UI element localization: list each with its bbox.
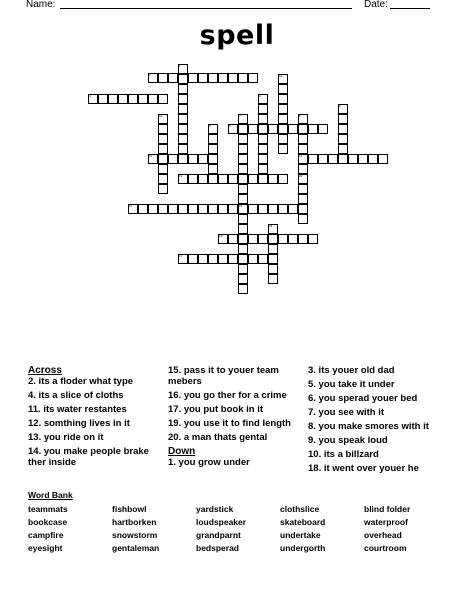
crossword-cell[interactable]: [178, 204, 188, 214]
crossword-cell[interactable]: [188, 73, 198, 83]
crossword-cell[interactable]: [228, 174, 238, 184]
crossword-cell[interactable]: [238, 234, 248, 244]
crossword-cell[interactable]: [268, 274, 278, 284]
crossword-cell[interactable]: [218, 73, 228, 83]
crossword-cell[interactable]: [228, 234, 238, 244]
crossword-cell[interactable]: [308, 234, 318, 244]
crossword-cell[interactable]: [238, 164, 248, 174]
crossword-cell[interactable]: [238, 144, 248, 154]
down-clue: 5. you take it under: [308, 379, 395, 390]
cell-number: 14: [129, 204, 133, 208]
crossword-cell[interactable]: [148, 204, 158, 214]
across-clue: 20. a man thats gental: [168, 432, 268, 443]
crossword-cell[interactable]: [238, 134, 248, 144]
crossword-cell[interactable]: [158, 204, 168, 214]
crossword-cell[interactable]: [298, 144, 308, 154]
down-clue: 1. you grow under: [168, 457, 250, 468]
crossword-cell[interactable]: [238, 264, 248, 274]
crossword-cell[interactable]: [368, 154, 378, 164]
word-bank-item: snowstorm: [112, 530, 158, 540]
crossword-cell[interactable]: [208, 254, 218, 264]
crossword-cell[interactable]: [278, 134, 288, 144]
crossword-cell[interactable]: [198, 204, 208, 214]
crossword-cell[interactable]: [238, 214, 248, 224]
crossword-cell[interactable]: [308, 154, 318, 164]
crossword-cell[interactable]: [158, 73, 168, 83]
crossword-cell[interactable]: [178, 114, 188, 124]
clues-column-2: [168, 365, 300, 471]
crossword-cell[interactable]: [258, 144, 268, 154]
crossword-cell[interactable]: [208, 174, 218, 184]
cell-number: 17: [179, 254, 183, 258]
word-bank-item: fishbowl: [112, 504, 147, 514]
crossword-cell[interactable]: [238, 184, 248, 194]
crossword-cell[interactable]: [278, 114, 288, 124]
crossword-cell[interactable]: [238, 73, 248, 83]
crossword-cell[interactable]: [268, 124, 278, 134]
across-clue: 11. its water restantes: [28, 404, 127, 415]
crossword-cell[interactable]: [288, 204, 298, 214]
down-clue: 8. you make smores with it: [308, 421, 429, 432]
crossword-cell[interactable]: [168, 154, 178, 164]
crossword-cell[interactable]: [138, 94, 148, 104]
cell-number: 19: [279, 74, 283, 78]
crossword-cell[interactable]: [358, 154, 368, 164]
crossword-cell[interactable]: [238, 154, 248, 164]
word-bank-item: eyesight: [28, 543, 63, 553]
crossword-cell[interactable]: [178, 154, 188, 164]
word-bank-item: campfire: [28, 530, 64, 540]
across-clue: 12. somthing lives in it: [28, 418, 130, 429]
down-clue: 9. you speak loud: [308, 435, 388, 446]
crossword-cell[interactable]: [278, 124, 288, 134]
cell-number: 3: [259, 94, 261, 98]
cell-number: 11: [149, 154, 153, 158]
word-bank-item: skateboard: [280, 517, 326, 527]
crossword-cell[interactable]: [158, 94, 168, 104]
crossword-cell[interactable]: [258, 204, 268, 214]
crossword-cell[interactable]: [238, 174, 248, 184]
crossword-cell[interactable]: [218, 204, 228, 214]
crossword-cell[interactable]: [208, 144, 218, 154]
down-clue: 10. its a billzard: [308, 449, 379, 460]
cell-number: 16: [219, 234, 223, 238]
crossword-cell[interactable]: [168, 73, 178, 83]
crossword-cell[interactable]: [258, 254, 268, 264]
across-clue: 14. you make people brake ther inside: [28, 446, 149, 468]
down-heading: Down: [168, 446, 196, 457]
crossword-cell[interactable]: [258, 114, 268, 124]
crossword-cell[interactable]: [348, 154, 358, 164]
cell-number: 12: [299, 154, 303, 158]
crossword-cell[interactable]: [158, 134, 168, 144]
crossword-cell[interactable]: [158, 144, 168, 154]
crossword-cell[interactable]: [338, 124, 348, 134]
cell-number: 4: [89, 94, 91, 98]
crossword-cell[interactable]: [258, 164, 268, 174]
across-clue: 19. you use it to find length: [168, 418, 291, 429]
cell-number: 2: [149, 73, 151, 77]
cell-number: 1: [179, 64, 181, 68]
crossword-cell[interactable]: [188, 254, 198, 264]
crossword-cell[interactable]: [168, 204, 178, 214]
crossword-cell[interactable]: [98, 94, 108, 104]
crossword-cell[interactable]: [238, 254, 248, 264]
crossword-cell[interactable]: [278, 234, 288, 244]
crossword-cell[interactable]: [178, 144, 188, 154]
crossword-cell[interactable]: [298, 204, 308, 214]
crossword-cell[interactable]: [188, 204, 198, 214]
crossword-cell[interactable]: [228, 73, 238, 83]
crossword-cell[interactable]: [178, 134, 188, 144]
crossword-cell[interactable]: [148, 94, 158, 104]
across-heading: Across: [28, 365, 62, 376]
cell-number: 18: [269, 224, 273, 228]
word-bank-item: undertake: [280, 530, 321, 540]
across-clue: 2. its a floder what type: [28, 376, 134, 387]
crossword-cell[interactable]: [178, 124, 188, 134]
crossword-cell[interactable]: [278, 104, 288, 114]
crossword-cell[interactable]: [118, 94, 128, 104]
crossword-cell[interactable]: [278, 94, 288, 104]
crossword-cell[interactable]: [248, 124, 258, 134]
word-bank-item: grandparnt: [196, 530, 241, 540]
cell-number: 5: [209, 124, 211, 128]
word-bank-item: hartborken: [112, 517, 157, 527]
crossword-cell[interactable]: [238, 124, 248, 134]
across-clue: 17. you put book in it: [168, 404, 263, 415]
word-bank-item: teammats: [28, 504, 68, 514]
word-bank-item: yardstick: [196, 504, 234, 514]
crossword-cell[interactable]: [178, 104, 188, 114]
across-clue: 4. its a slice of cloths: [28, 390, 124, 401]
crossword-cell[interactable]: [338, 154, 348, 164]
page-title: spell: [199, 20, 275, 51]
crossword-cell[interactable]: [238, 244, 248, 254]
word-bank-item: gentaleman: [112, 543, 160, 553]
down-clue: 18. it went over youer he: [308, 463, 419, 474]
crossword-cell[interactable]: [338, 114, 348, 124]
name-label: Name:: [26, 0, 56, 10]
word-bank-item: loudspeaker: [196, 517, 247, 527]
crossword-cell[interactable]: [298, 134, 308, 144]
crossword-cell[interactable]: [238, 284, 248, 294]
word-bank-item: bookcase: [28, 517, 68, 527]
crossword-cell[interactable]: [198, 154, 208, 164]
word-bank-item: courtroom: [364, 543, 407, 553]
crossword-cell[interactable]: [268, 244, 278, 254]
crossword-cell[interactable]: [208, 204, 218, 214]
crossword-cell[interactable]: [178, 84, 188, 94]
down-clue: 3. its youer old dad: [308, 365, 395, 376]
crossword-cell[interactable]: [258, 174, 268, 184]
clues-column-3: [308, 365, 442, 477]
crossword-cell[interactable]: [198, 254, 208, 264]
cell-number: 9: [339, 104, 341, 108]
crossword-cell[interactable]: [258, 234, 268, 244]
crossword-cell[interactable]: [198, 174, 208, 184]
across-clue: 13. you ride on it: [28, 432, 104, 443]
crossword-cell[interactable]: [138, 204, 148, 214]
crossword-cell[interactable]: [238, 274, 248, 284]
crossword-cell[interactable]: [208, 154, 218, 164]
crossword-cell[interactable]: [158, 124, 168, 134]
crossword-cell[interactable]: [278, 174, 288, 184]
crossword-cell[interactable]: [268, 174, 278, 184]
crossword-cell[interactable]: [338, 144, 348, 154]
crossword-cell[interactable]: [158, 174, 168, 184]
crossword-cell[interactable]: [208, 134, 218, 144]
crossword-cell[interactable]: [198, 73, 208, 83]
crossword-cell[interactable]: [258, 134, 268, 144]
crossword-cell[interactable]: [248, 204, 258, 214]
crossword-cell[interactable]: [218, 174, 228, 184]
cell-number: 15: [239, 204, 243, 208]
crossword-cell[interactable]: [178, 94, 188, 104]
crossword-cell[interactable]: [318, 124, 328, 134]
crossword-cell[interactable]: [178, 74, 188, 84]
crossword-cell[interactable]: [288, 234, 298, 244]
word-bank-item: blind folder: [364, 504, 411, 514]
word-bank: [28, 490, 411, 553]
crossword-cell[interactable]: [298, 214, 308, 224]
crossword-cell[interactable]: [318, 154, 328, 164]
crossword-cell[interactable]: [258, 104, 268, 114]
crossword-cell[interactable]: [278, 204, 288, 214]
crossword-cell[interactable]: [298, 234, 308, 244]
crossword-cell[interactable]: [238, 224, 248, 234]
crossword-cell[interactable]: [328, 154, 338, 164]
date-label: Date:: [364, 0, 388, 10]
crossword-cell[interactable]: [128, 94, 138, 104]
crossword-cell[interactable]: [248, 73, 258, 83]
cell-number: 10: [159, 114, 163, 118]
word-bank-grid: [28, 504, 458, 554]
cell-number: 20: [299, 174, 303, 178]
crossword-cell[interactable]: [268, 204, 278, 214]
word-bank-item: waterproof: [364, 517, 408, 527]
crossword-cell[interactable]: [298, 194, 308, 204]
crossword-cell[interactable]: [338, 134, 348, 144]
crossword-cell[interactable]: [278, 144, 288, 154]
crossword-cell[interactable]: [218, 254, 228, 264]
word-bank-title: Word Bank: [28, 490, 73, 500]
crossword-cell[interactable]: [258, 154, 268, 164]
cell-number: 6: [229, 124, 231, 128]
crossword-cell[interactable]: [248, 174, 258, 184]
crossword-cell[interactable]: [158, 154, 168, 164]
crossword-cell[interactable]: [268, 254, 278, 264]
down-clue: 6. you sperad youer bed: [308, 393, 418, 404]
crossword-cell[interactable]: [188, 174, 198, 184]
crossword-cell[interactable]: [258, 124, 268, 134]
down-clue: 7. you see with it: [308, 407, 385, 418]
crossword-cell[interactable]: [378, 154, 388, 164]
cell-number: 8: [299, 114, 301, 118]
word-bank-item: undergorth: [280, 543, 326, 553]
across-clue: 15. pass it to youer team mebers: [168, 365, 279, 387]
crossword-cell[interactable]: [278, 84, 288, 94]
crossword-cell[interactable]: [158, 164, 168, 174]
crossword-cell[interactable]: [268, 234, 278, 244]
crossword-cell[interactable]: [188, 154, 198, 164]
crossword-cell[interactable]: [238, 194, 248, 204]
crossword-cell[interactable]: [298, 184, 308, 194]
crossword-cell[interactable]: [228, 254, 238, 264]
crossword-cell[interactable]: [158, 184, 168, 194]
cell-number: 13: [179, 174, 183, 178]
clues-column-1: [28, 365, 160, 471]
cell-number: 7: [239, 114, 241, 118]
crossword-cell[interactable]: [288, 124, 298, 134]
crossword-cell[interactable]: [248, 234, 258, 244]
crossword-cell[interactable]: [268, 264, 278, 274]
word-bank-item: clothslice: [280, 504, 320, 514]
across-clue: 16. you go ther for a crime: [168, 390, 287, 401]
crossword-cell[interactable]: [108, 94, 118, 104]
crossword-cell[interactable]: [248, 254, 258, 264]
crossword-cell[interactable]: [228, 204, 238, 214]
crossword-cell[interactable]: [298, 164, 308, 174]
word-bank-item: bedsperad: [196, 543, 239, 553]
crossword-cell[interactable]: [308, 124, 318, 134]
word-bank-item: overhead: [364, 530, 402, 540]
crossword-cell[interactable]: [208, 73, 218, 83]
crossword-cell[interactable]: [208, 164, 218, 174]
crossword-cell[interactable]: [298, 124, 308, 134]
